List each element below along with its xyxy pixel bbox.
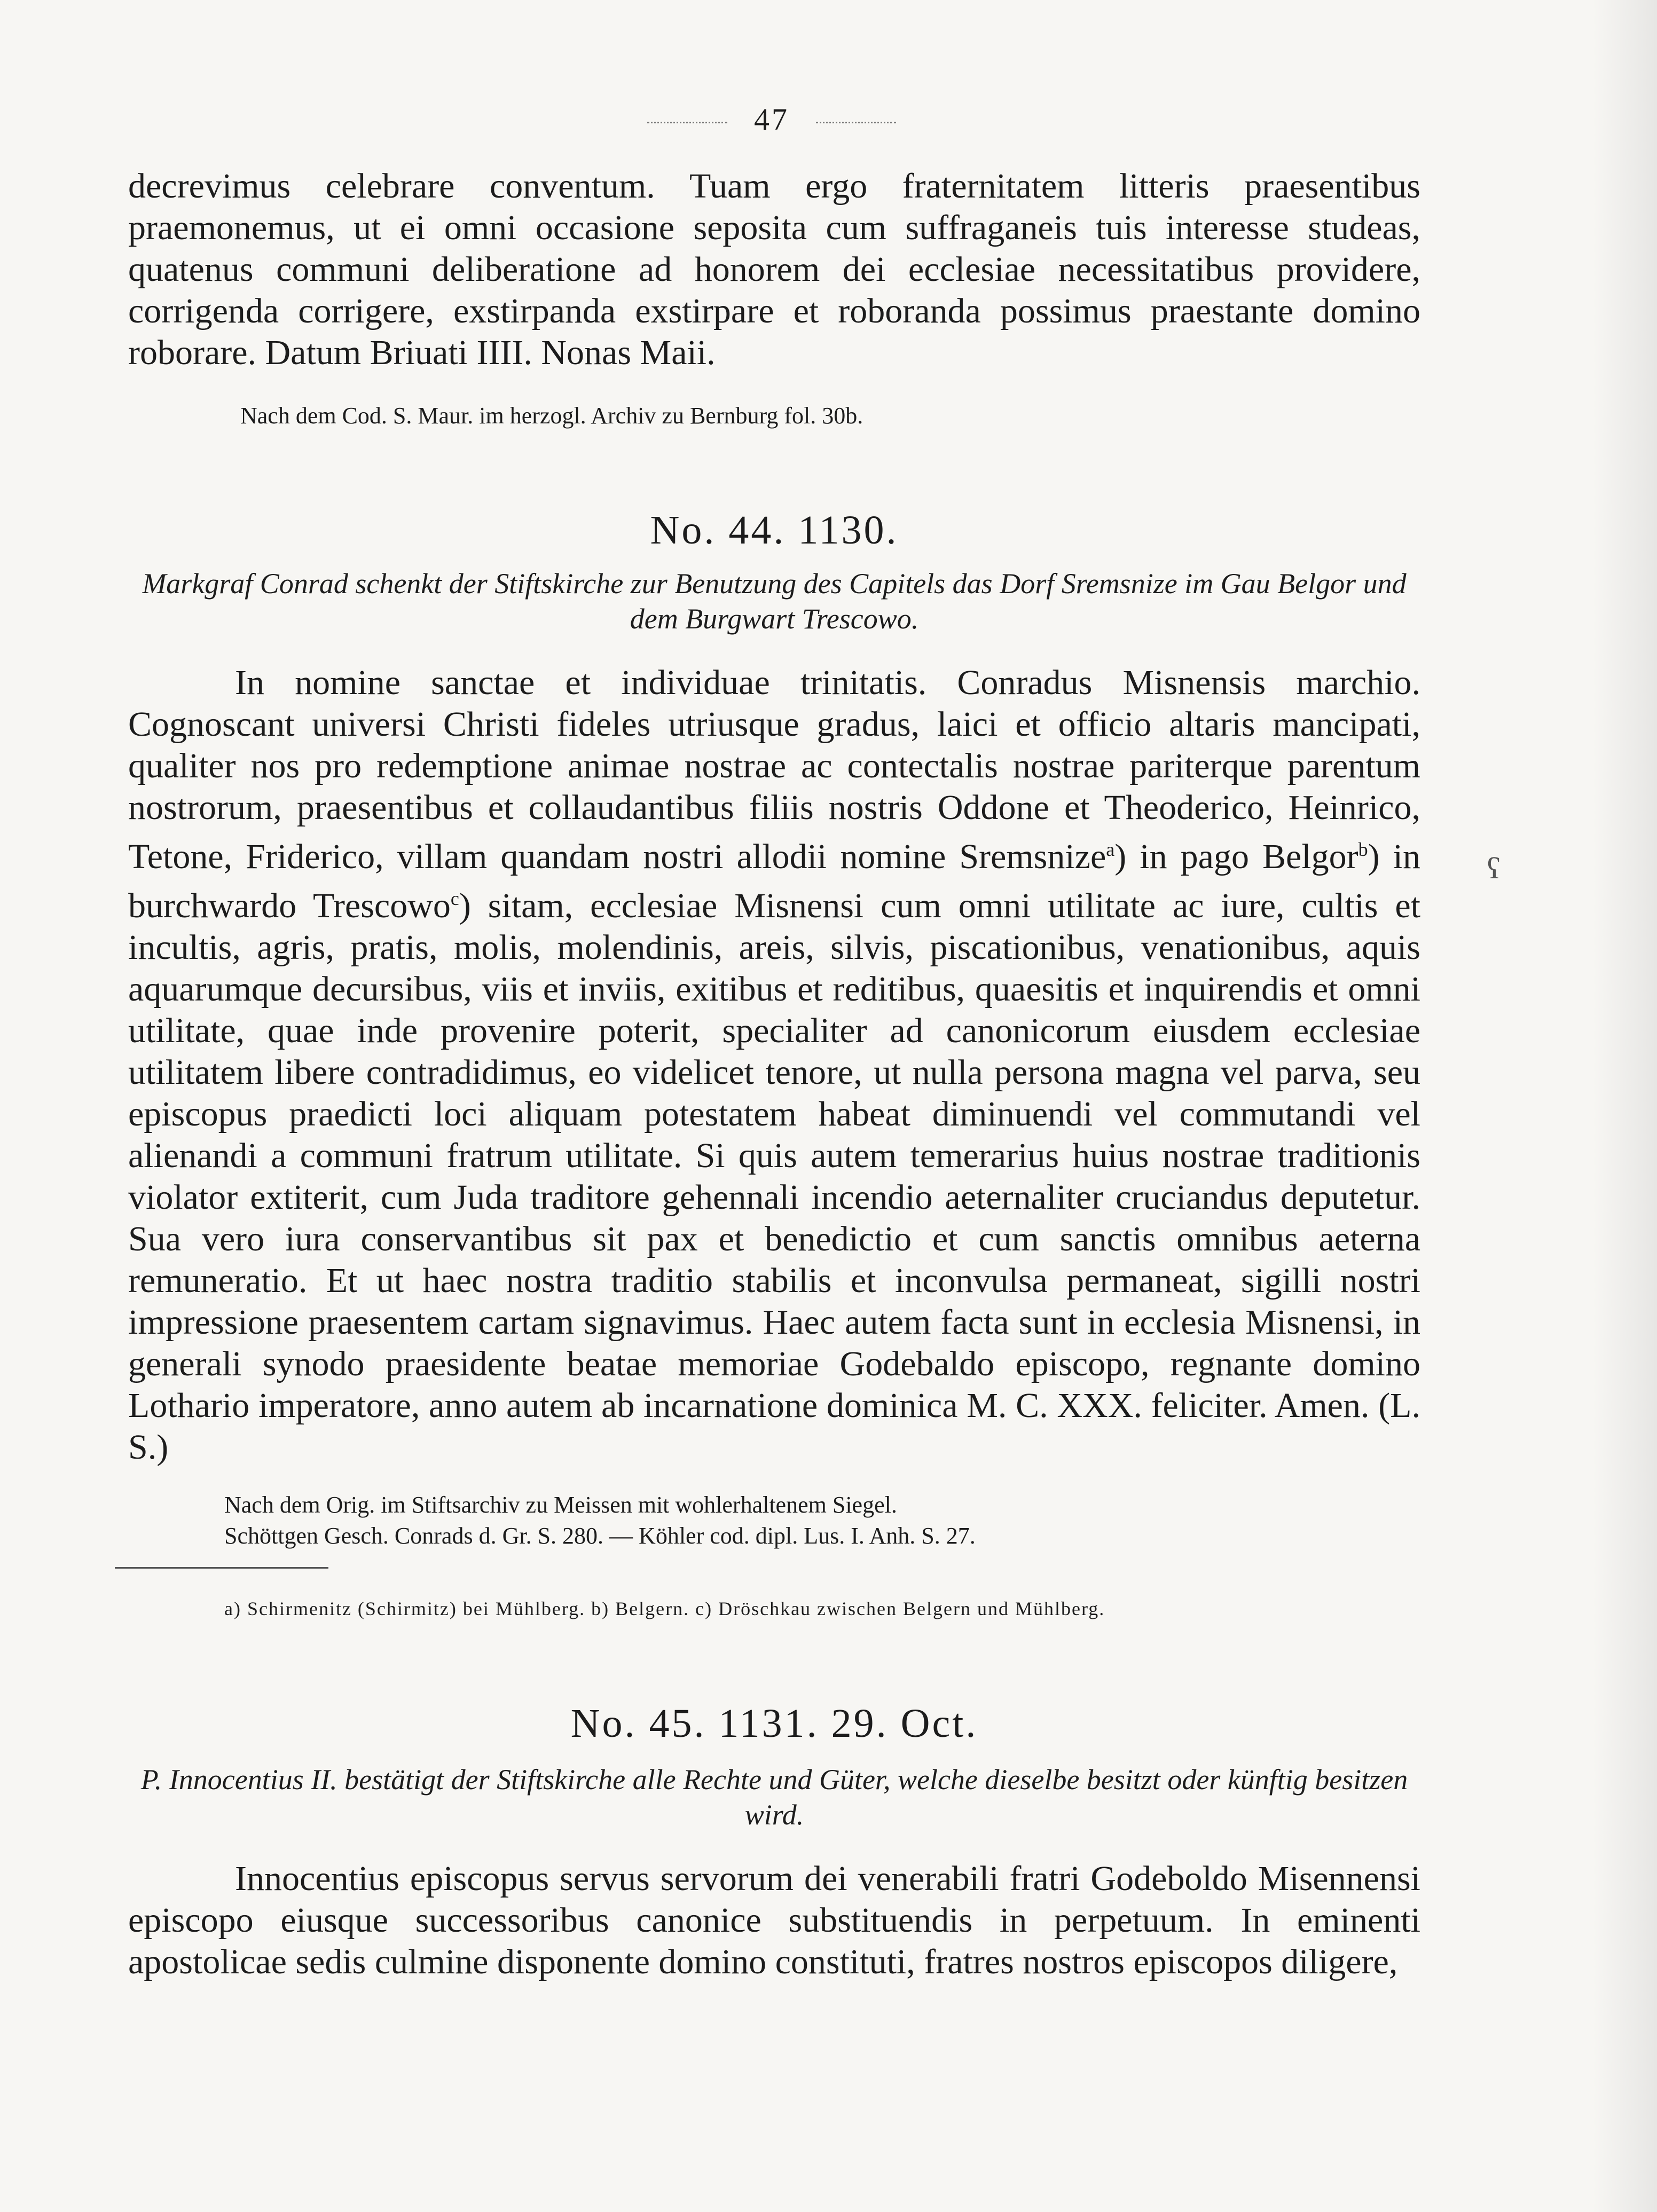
doc44-heading: No. 44. 1130. [650,508,899,553]
doc44-sources-block [224,1490,1399,1552]
doc45-heading-block [128,1701,1420,1747]
footnote-rule [115,1567,328,1569]
doc45-body-block [128,1858,1420,1983]
doc45-rubric: P. Innocentius II. bestätigt der Stiftskirche alle Rechte und Güter, welche dieselbe besitzt oder künftig besitzen wird. [140,1764,1408,1831]
doc44-text: In nomine sanctae et individuae trinitatis. Conradus Misnensis marchio. Cognoscant universi Christi fideles utriusque gradus, laici et officio altaris mancipati, qualiter nos pro redemptione animae nostrae ac contectalis nostrae pariterque parentum nostrorum, praesentibus et collaudantibus filiis nostris Oddone et Theoderico, Heinrico, Tetone, Friderico, villam quandam nostri allodii nomine Sremsnize$^a$) in pago Belgor$^b$) in burchwardo Trescowo$^c$) sitam, ecclesiae Misnensi cum omni utilitate ac iure, cultis et incultis, agris, pratis, molis, molendinis, areis, silvis, piscationibus, venationibus, aquis aquarumque decursibus, viis et inviis, exitibus et reditibus, quaesitis et inquirendis et omni utilitate, quae inde provenire poterit, specialiter ad canonicorum eiusdem ecclesiae utilitatem libere contradidimus, eo videlicet tenore, ut nulla persona magna vel parva, seu episcopus praedicti loci aliquam potestatem habeat diminuendi vel commutandi vel alienandi a communi fratrum utilitate. Si quis autem temerarius huius nostrae traditionis violator extiterit, cum Juda traditore gehennali incendio aeternaliter cruciandus deputetur. Sua vero iura conservantibus sit pax et benedictio et cum sanctis omnibus aeterna remuneratio. Et ut haec nostra traditio stabilis et inconvulsa permaneat, sigilli nostri impressione praesentem cartam signavimus. Haec autem facta sunt in ecclesia Misnensi, in generali synodo praesidente beatae memoriae Godebaldo episcopo, regnante domino Lothario imperatore, anno autem ab incarnatione dominica M. C. XXX. feliciter. Amen. (L. S.) [128,663,1420,1467]
margin-mark: ʕ [1487,852,1501,885]
doc44-footnotes-block [224,1596,1420,1621]
continuation-source: Nach dem Cod. S. Maur. im herzogl. Archiv zu Bernburg fol. 30b. [240,403,863,429]
doc44-rubric-block [128,566,1420,636]
page-number: 47 [0,101,1543,137]
ornament-dash-left [647,122,727,123]
footnote-ref-c: c [450,888,459,909]
doc44-source-1: Nach dem Orig. im Stiftsarchiv zu Meissen mit wohlerhaltenem Siegel. [224,1492,897,1518]
doc44-rubric: Markgraf Conrad schenkt der Stiftskirche zur Benutzung des Capitels das Dorf Sremsnize im Gau Belgor und dem Burgwart Trescowo. [142,568,1407,635]
page-edge-shadow [1593,0,1657,2212]
footnote-ref-a: a [1106,839,1115,860]
footnote-rule-block [115,1567,1290,1569]
doc45-heading: No. 45. 1131. 29. Oct. [570,1701,978,1746]
doc44-footnotes: a) Schirmenitz (Schirmitz) bei Mühlberg. b) Belgern. c) Dröschkau zwischen Belgern und Mühlberg. [224,1598,1105,1619]
footnote-ref-b: b [1358,839,1368,860]
doc44-body-block [128,662,1420,1468]
doc45-rubric-block [139,1762,1410,1832]
doc44-heading-block [128,507,1420,554]
doc45-text: Innocentius episcopus servus servorum dei venerabili fratri Godeboldo Misennensi episcopo eiusque successoribus canonice substituendis in perpetuum. In eminenti apostolicae sedis culmine disponente domino constituti, fratres nostros episcopos diligere, [128,1859,1420,1981]
continuation-block [128,166,1420,374]
doc44-source-2: Schöttgen Gesch. Conrads d. Gr. S. 280. — Köhler cod. dipl. Lus. I. Anh. S. 27. [224,1523,976,1549]
continuation-text: decrevimus celebrare conventum. Tuam ergo fraternitatem litteris praesentibus praemonemus, ut ei omni occasione seposita cum suffraganeis tuis interesse studeas, quatenus communi deliberatione ad honorem dei ecclesiae necessitatibus providere, corrigenda corrigere, exstirpanda exstirpare et roboranda possimus praestante domino roborare. Datum Briuati IIII. Nonas Maii. [128,167,1420,372]
ornament-dash-right [816,122,896,123]
continuation-source-block [240,400,1415,431]
